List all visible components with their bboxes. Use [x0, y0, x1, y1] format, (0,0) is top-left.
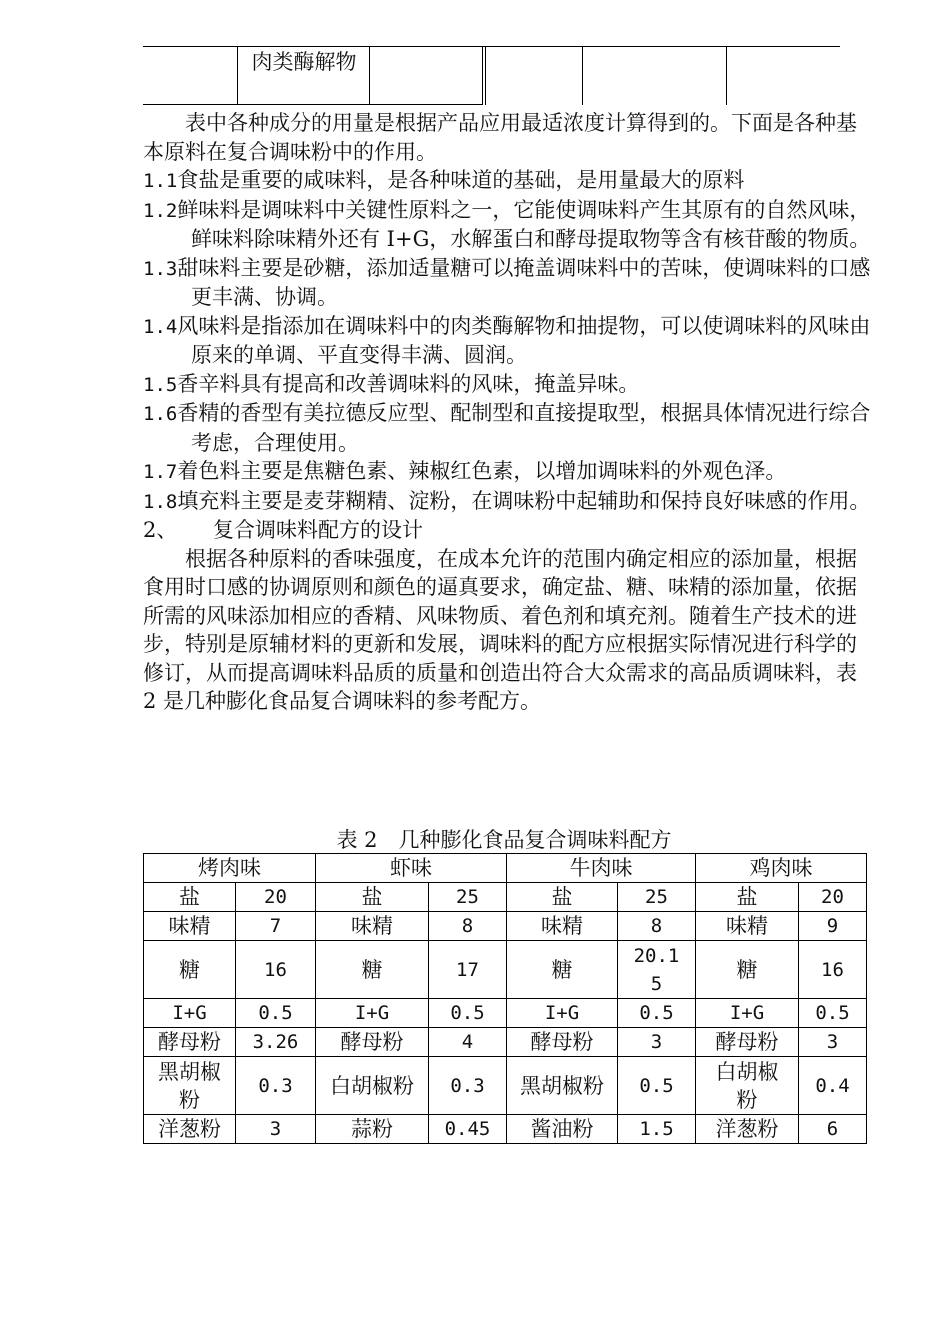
- table-row: [144, 941, 867, 999]
- table-row: [144, 1028, 867, 1057]
- header-beef: 牛肉味: [507, 854, 696, 883]
- amount-cell: 9: [799, 912, 867, 941]
- ingredient-cell: 黑胡椒粉: [144, 1057, 236, 1115]
- amount-cell: 0.45: [429, 1115, 507, 1144]
- amount-cell: 1.5: [618, 1115, 696, 1144]
- table-divider: [582, 47, 583, 105]
- amount-cell: 16: [236, 941, 316, 999]
- section-paragraph: 根据各种原料的香味强度，在成本允许的范围内确定相应的添加量，根据食用时口感的协调原则和颜色的逼真要求，确定盐、糖、味精的添加量，依据所需的风味添加相应的香精、风味物质、着色剂和填充剂。随着生产技术的进步，特别是原辅材料的更新和发展，调味料的配方应根据实际情况进行科学的修订，从而提高调味料品质的质量和创造出符合大众需求的高品质调味料，表 2 是几种膨化食品复合调味料的参考配方。: [143, 546, 857, 713]
- amount-cell: 16: [799, 941, 867, 999]
- table-row: [144, 912, 867, 941]
- ingredient-cell: 酵母粉: [507, 1028, 618, 1057]
- ingredient-cell: 酱油粉: [507, 1115, 618, 1144]
- item-number: 1.5: [143, 373, 178, 396]
- item-text: 香精的香型有美拉德反应型、配制型和直接提取型，根据具体情况进行综合考虑，合理使用。: [177, 401, 871, 455]
- item-number: 1.6: [143, 403, 178, 425]
- table-divider: [726, 47, 727, 105]
- ingredient-cell: 白胡椒粉: [696, 1057, 799, 1115]
- table-caption: 表 2 几种膨化食品复合调味料配方: [336, 828, 672, 852]
- ingredient-cell: I+G: [507, 999, 618, 1028]
- amount-cell: 3: [618, 1028, 696, 1057]
- item-text: 填充料主要是麦芽糊精、淀粉，在调味粉中起辅助和保持良好味感的作用。: [177, 488, 871, 513]
- item-number: 1.2: [143, 199, 178, 222]
- amount-cell: 17: [429, 941, 507, 999]
- ingredient-cell: I+G: [144, 999, 236, 1028]
- ingredient-cell: 味精: [696, 912, 799, 941]
- amount-cell: 0.3: [236, 1057, 316, 1115]
- item-text: 着色料主要是焦糖色素、辣椒红色素，以增加调味料的外观色泽。: [177, 459, 787, 483]
- ingredient-cell: 盐: [144, 883, 236, 912]
- ingredient-cell: 糖: [144, 941, 236, 999]
- amount-cell: 7: [236, 912, 316, 941]
- ingredient-cell: 酵母粉: [144, 1028, 236, 1057]
- amount-cell: 8: [618, 912, 696, 941]
- amount-cell: 6: [799, 1115, 867, 1144]
- ingredient-cell: 盐: [507, 883, 618, 912]
- recipe-table: [143, 853, 867, 1144]
- ingredient-cell: 蒜粉: [316, 1115, 429, 1144]
- table-cell-meat-hydrolysate: 肉类酶解物: [251, 50, 357, 74]
- ingredient-cell: I+G: [696, 999, 799, 1028]
- amount-cell: 0.4: [799, 1057, 867, 1115]
- item-number: 1.1: [143, 170, 178, 192]
- table-row: [144, 883, 867, 912]
- item-number: 1.3: [143, 257, 178, 280]
- ingredient-cell: 糖: [696, 941, 799, 999]
- intro-paragraph: 表中各种成分的用量是根据产品应用最适浓度计算得到的。下面是各种基本原料在复合调味粉中的作用。: [143, 111, 857, 164]
- amount-cell: 3: [236, 1115, 316, 1144]
- ingredient-cell: 糖: [507, 941, 618, 999]
- list-item: [143, 196, 873, 254]
- list-item: [143, 457, 873, 487]
- ingredient-cell: 味精: [507, 912, 618, 941]
- ingredient-cell: 味精: [144, 912, 236, 941]
- item-number: 1.7: [143, 461, 178, 483]
- ingredient-cell: 黑胡椒粉: [507, 1057, 618, 1115]
- amount-cell: 3.26: [236, 1028, 316, 1057]
- amount-cell: 0.5: [618, 1057, 696, 1115]
- amount-cell: 25: [429, 883, 507, 912]
- table-divider: [485, 47, 486, 105]
- ingredient-cell: 盐: [696, 883, 799, 912]
- list-item: [143, 399, 873, 457]
- table-bottom-rule: [143, 104, 483, 105]
- table-row: [144, 999, 867, 1028]
- ingredient-cell: I+G: [316, 999, 429, 1028]
- item-text: 风味料是指添加在调味料中的肉类酶解物和抽提物，可以使调味料的风味由原来的单调、平直变得丰满、圆润。: [177, 313, 871, 367]
- ingredient-cell: 白胡椒粉: [316, 1057, 429, 1115]
- item-number: 1.4: [143, 315, 178, 338]
- ingredient-cell: 味精: [316, 912, 429, 941]
- table-top-rule: [143, 46, 840, 47]
- table-divider: [482, 47, 483, 105]
- amount-cell: 25: [618, 883, 696, 912]
- amount-cell: 0.5: [236, 999, 316, 1028]
- amount-cell: 0.3: [429, 1057, 507, 1115]
- amount-cell: 20: [236, 883, 316, 912]
- amount-cell: 4: [429, 1028, 507, 1057]
- header-bbq: 烤肉味: [144, 854, 316, 883]
- table-row: [144, 1115, 867, 1144]
- item-text: 食盐是重要的咸味料，是各种味道的基础，是用量最大的原料: [177, 168, 745, 192]
- item-number: 1.8: [143, 490, 178, 513]
- ingredient-cell: 酵母粉: [696, 1028, 799, 1057]
- section-number: 2、: [143, 518, 178, 542]
- header-shrimp: 虾味: [316, 854, 507, 883]
- ingredient-cell: 盐: [316, 883, 429, 912]
- list-item: [143, 370, 873, 400]
- amount-cell: 8: [429, 912, 507, 941]
- item-text: 甜味料主要是砂糖，添加适量糖可以掩盖调味料中的苦味，使调味料的口感更丰满、协调。: [177, 255, 871, 309]
- ingredient-cell: 洋葱粉: [696, 1115, 799, 1144]
- header-chicken: 鸡肉味: [696, 854, 867, 883]
- item-text: 鲜味料是调味料中关键性原料之一，它能使调味料产生其原有的自然风味，鲜味料除味精外还有 I+G，水解蛋白和酵母提取物等含有核苷酸的物质。: [177, 197, 871, 251]
- list-item: [143, 254, 873, 312]
- ingredient-cell: 洋葱粉: [144, 1115, 236, 1144]
- table-row: [144, 1057, 867, 1115]
- amount-cell: 3: [799, 1028, 867, 1057]
- item-text: 香辛料具有提高和改善调味料的风味，掩盖异味。: [177, 371, 640, 396]
- amount-cell: 20.15: [618, 941, 696, 999]
- table-header-row: [144, 854, 867, 883]
- list-item: [143, 312, 873, 370]
- ingredient-cell: 糖: [316, 941, 429, 999]
- list-item: [143, 166, 873, 196]
- section-title: 复合调味料配方的设计: [213, 518, 423, 542]
- section-heading: [143, 516, 873, 545]
- ingredient-cell: 酵母粉: [316, 1028, 429, 1057]
- amount-cell: 0.5: [429, 999, 507, 1028]
- amount-cell: 0.5: [799, 999, 867, 1028]
- list-item: [143, 487, 873, 517]
- amount-cell: 0.5: [618, 999, 696, 1028]
- amount-cell: 20: [799, 883, 867, 912]
- body-text: [143, 109, 873, 716]
